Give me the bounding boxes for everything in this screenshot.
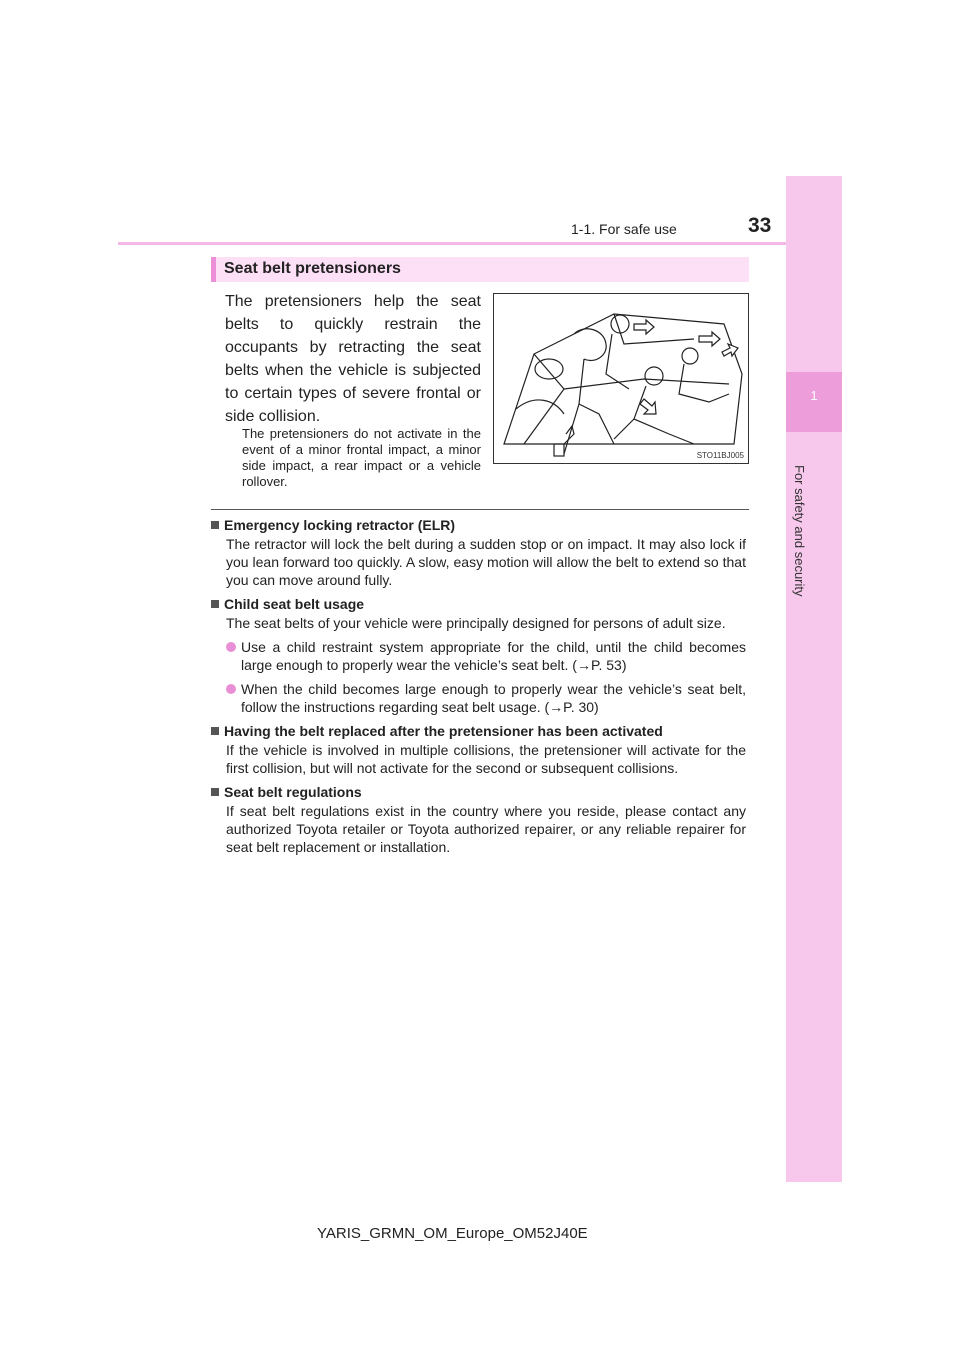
list-item-text: Use a child restraint system appropriate for the child, until the child becomes large enough to properly wear the vehicle’s seat belt. (→P. 53) <box>241 639 746 673</box>
topic-belt-replacement <box>211 722 746 777</box>
topic-seat-belt-regulations <box>211 783 746 856</box>
running-header: 1-1. For safe use <box>571 221 677 237</box>
chapter-side-tab <box>786 176 842 1182</box>
page-number: 33 <box>748 214 772 237</box>
topic-child-seat-belt <box>211 595 746 716</box>
topic-title <box>211 722 746 741</box>
topic-title-text: Child seat belt usage <box>224 596 365 612</box>
figure-code: STO11BJ005 <box>696 451 744 460</box>
square-bullet-icon <box>211 600 219 608</box>
chapter-number: 1 <box>810 388 818 403</box>
topic-body: The retractor will lock the belt during a sudden stop or on impact. It may also lock if you lean forward too quickly. A slow, easy motion will allow the belt to extend so that you can move around fully. <box>226 536 746 588</box>
section-separator <box>211 509 749 510</box>
list-item <box>226 638 746 674</box>
pretensioner-illustration <box>493 293 749 464</box>
topic-title <box>211 595 746 614</box>
section-title: Seat belt pretensioners <box>224 260 401 277</box>
topics-list <box>211 516 746 862</box>
topic-title <box>211 516 746 535</box>
topic-body: If seat belt regulations exist in the country where you reside, please contact any authorized Toyota retailer or Toyota authorized repairer, or any reliable repairer for seat belt replacement or installation. <box>226 803 746 855</box>
chapter-title: For safety and security <box>792 465 807 597</box>
square-bullet-icon <box>211 521 219 529</box>
note-paragraph: The pretensioners do not activate in the event of a minor frontal impact, a minor side impact, a rear impact or a vehicle rollover. <box>242 426 481 489</box>
topic-body: The seat belts of your vehicle were principally designed for persons of adult size. <box>226 615 726 631</box>
topic-title-text: Seat belt regulations <box>224 784 362 800</box>
round-bullet-icon <box>226 684 236 694</box>
section-heading-accent <box>211 257 216 282</box>
header-rule <box>118 242 786 245</box>
document-id: YARIS_GRMN_OM_Europe_OM52J40E <box>317 1225 588 1242</box>
topic-title <box>211 783 746 802</box>
list-item-text: When the child becomes large enough to properly wear the vehicle’s seat belt, follow the instructions regarding seat belt usage. (→P. 30) <box>241 681 746 715</box>
list-item <box>226 680 746 716</box>
round-bullet-icon <box>226 642 236 652</box>
intro-paragraph: The pretensioners help the seat belts to quickly restrain the occupants by retracting the seat belts when the vehicle is subjected to certain types of severe frontal or side collision. <box>225 293 481 425</box>
topic-body: If the vehicle is involved in multiple collisions, the pretensioner will activate for the first collision, but will not activate for the second or subsequent collisions. <box>226 742 746 776</box>
topic-title-text: Having the belt replaced after the pretensioner has been activated <box>224 723 663 739</box>
topic-title-text: Emergency locking retractor (ELR) <box>224 517 456 533</box>
car-interior-drawing <box>494 294 748 463</box>
square-bullet-icon <box>211 788 219 796</box>
square-bullet-icon <box>211 727 219 735</box>
topic-elr <box>211 516 746 589</box>
